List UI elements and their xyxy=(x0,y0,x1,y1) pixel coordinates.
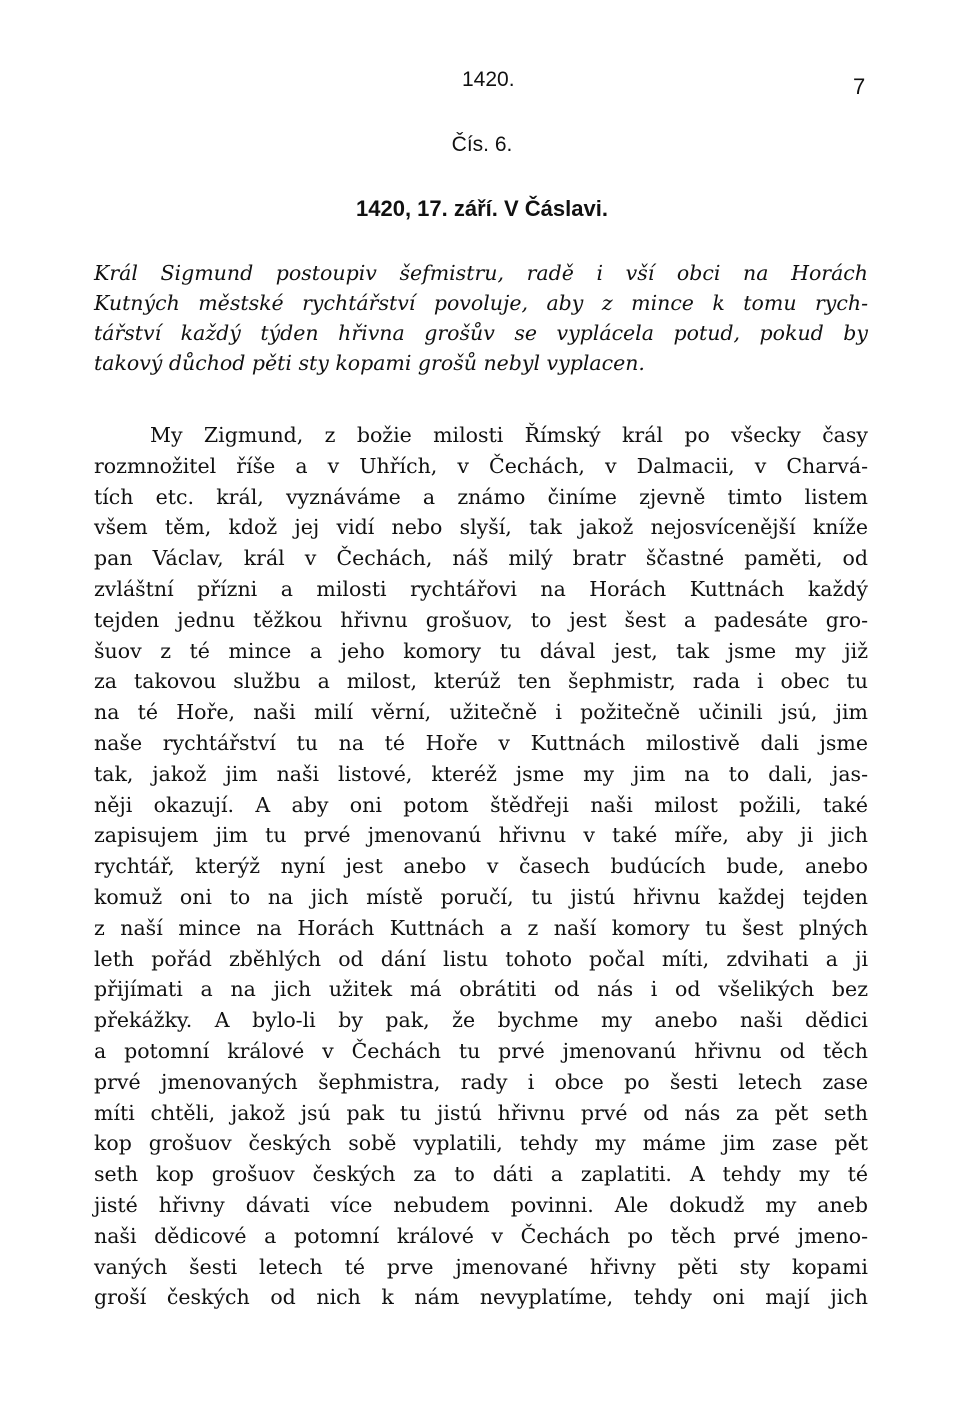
body-line: komuž oni to na jich místě poručí, tu jistú hřivnu každej tejden xyxy=(94,884,868,909)
body-line: rychtář, kterýž nyní jest anebo v časech budúcích bude, anebo xyxy=(94,854,868,879)
body-line: tích etc. král, vyznáváme a známo činíme zjevně timto listem xyxy=(94,484,868,509)
regest-summary xyxy=(94,258,868,378)
body-line: vaných šesti letech té prve jmenované hřivny pěti sty kopami xyxy=(94,1254,868,1279)
body-line: míti chtěli, jakož jsú pak tu jistú hřivnu prvé od nás za pět seth xyxy=(94,1100,868,1125)
regest-line: tářství každý týden hřivna grošův se vyplácela potud, pokud by xyxy=(94,321,868,345)
running-header xyxy=(0,68,960,98)
body-line: rozmnožitel říše a v Uhřích, v Čechách, v Dalmacii, v Charvá- xyxy=(94,453,868,478)
body-line: na té Hoře, naši milí věrní, užitečně i požitečně učinili jsú, jim xyxy=(94,700,868,725)
body-line: leth pořád zběhlých od dání listu tohoto počal míti, zdvihati a ji xyxy=(94,946,868,971)
body-line: tejden jednu těžkou hřivnu grošuov, to jest šest a padesáte gro- xyxy=(94,607,868,632)
body-line: zapisujem jim tu prvé jmenovanú hřivnu v také míře, aby ji jich xyxy=(94,823,868,848)
body-line: seth kop grošuov českých za to dáti a zaplatiti. A tehdy my té xyxy=(94,1162,868,1187)
regest-line: takový důchod pěti sty kopami grošů nebyl vyplacen. xyxy=(94,351,645,375)
body-line: a potomní králové v Čechách tu prvé jmenovanú hřivnu od těch xyxy=(94,1038,868,1063)
body-line: prvé jmenovaných šephmistra, rady i obce po šesti letech zase xyxy=(94,1069,868,1094)
body-line: naši dědicové a potomní králové v Čechách po těch prvé jmeno- xyxy=(94,1223,868,1248)
body-line: jisté hřivny dávati více nebudem povinni. Ale dokudž my aneb xyxy=(94,1192,868,1217)
body-line: groší českých od nich k nám nevyplatíme, tehdy oni mají jich xyxy=(94,1285,868,1310)
body-line: všem těm, kdož jej vidí nebo slyší, tak jakož nejosvícenější kníže xyxy=(94,515,868,540)
body-line: něji okazují. A aby oni potom štědřeji naši milost požili, také xyxy=(94,792,868,817)
document-date-place: 1420, 17. září. V Čáslavi. xyxy=(356,196,608,221)
body-line: překážky. A bylo-li by pak, že bychme my anebo naši dědici xyxy=(94,1008,868,1033)
body-line: přijímati a na jich užitek má obrátiti od nás i od všelikých bez xyxy=(94,977,868,1002)
running-year: 1420. xyxy=(462,68,515,91)
body-line: My Zigmund, z božie milosti Římský král po všecky časy xyxy=(150,423,868,447)
regest-line: Kutných městské rychtářství povoluje, aby z mince k tomu rych- xyxy=(94,291,868,315)
body-line: zvláštní přízni a milosti rychtářovi na Horách Kuttnách každý xyxy=(94,576,868,601)
body-line: šuov z té mince a jeho komory tu dával jest, tak jsme my již xyxy=(94,638,868,663)
body-line: za takovou službu a milost, kterúž ten šephmistr, rada i obec tu xyxy=(94,669,868,694)
body-line: tak, jakož jim naši listové, kteréž jsme my jim na to dali, jas- xyxy=(94,761,868,786)
document-number: Čís. 6. xyxy=(451,133,513,156)
regest-line: Král Sigmund postoupiv šefmistru, radě i vší obci na Horách xyxy=(94,261,868,285)
body-line: pan Václav, král v Čechách, náš milý bratr ščastné paměti, od xyxy=(94,546,868,571)
body-line: kop grošuov českých sobě vyplatili, tehdy my máme jim zase pět xyxy=(94,1131,868,1156)
body-line: z naší mince na Horách Kuttnách a z naší komory tu šest plných xyxy=(94,915,868,940)
page-number: 7 xyxy=(853,74,866,99)
charter-text xyxy=(94,420,868,1313)
body-line: naše rychtářství tu na té Hoře v Kuttnách milostivě dali jsme xyxy=(94,730,868,755)
